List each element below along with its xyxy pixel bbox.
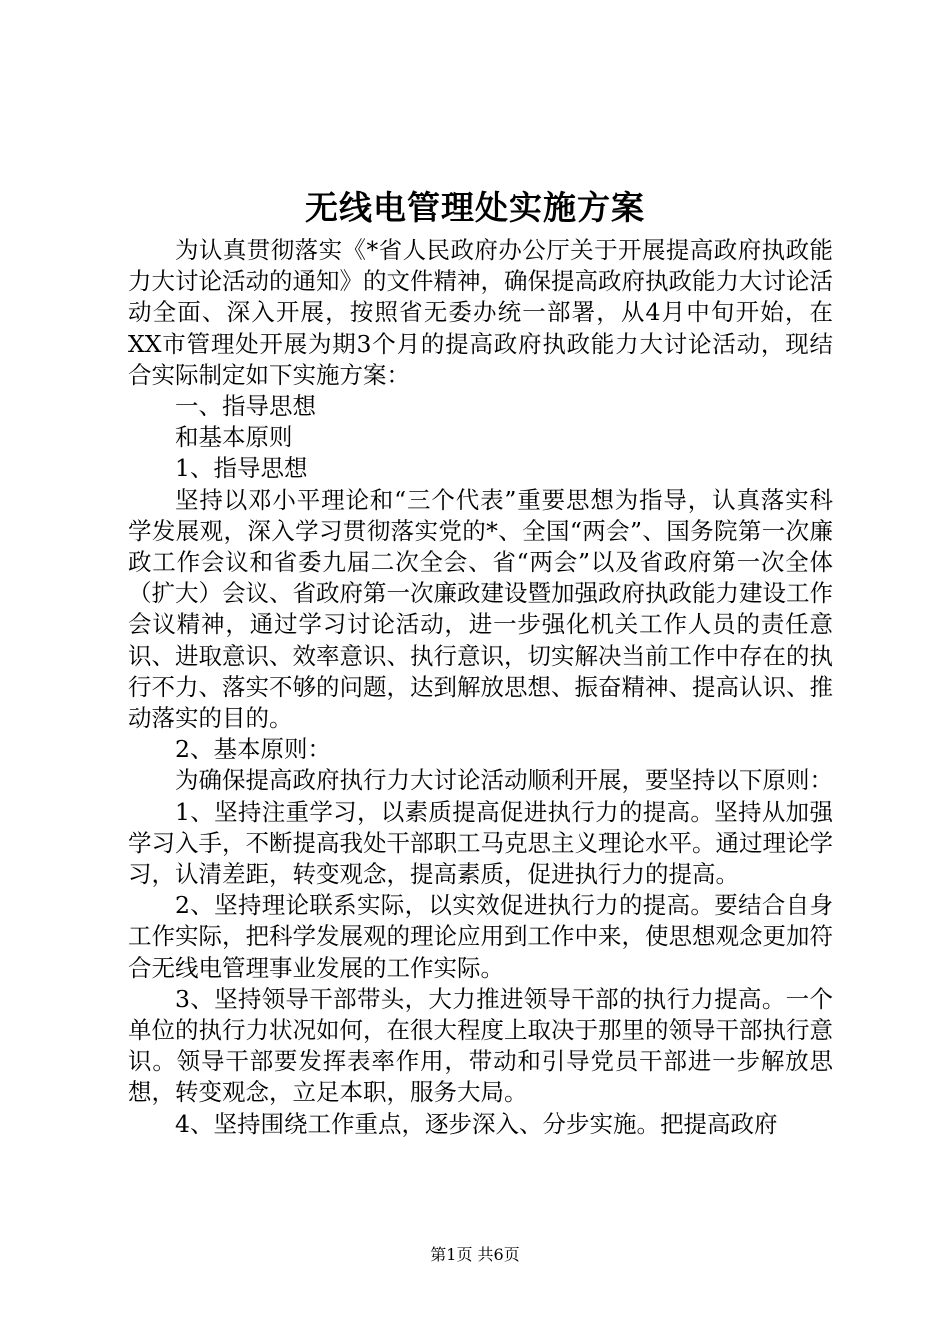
subheading-basic-principles: 2、基本原则： xyxy=(175,735,331,764)
paragraph-principle-3: 3、坚持领导干部带头，大力推进领导干部的执行力提高。一个单位的执行力状况如何，在很大程度上取决于那里的领导干部执行意识。领导干部要发挥表率作用，带动和引导党员干部进一步解放思想，转变观念，立足本职，服务大局。 xyxy=(128,984,833,1107)
page-number-footer: 第1页 共6页 xyxy=(430,1245,520,1264)
paragraph-principle-4: 4、坚持围绕工作重点，逐步深入、分步实施。把提高政府 xyxy=(175,1109,778,1138)
paragraph-intro: 为认真贯彻落实《*省人民政府办公厅关于开展提高政府执政能力大讨论活动的通知》的文件精神，确保提高政府执政能力大讨论活动全面、深入开展，按照省无委办统一部署，从4月中旬开始，在XX市管理处开展为期3个月的提高政府执政能力大讨论活动，现结合实际制定如下实施方案： xyxy=(128,236,833,389)
heading-basic-principles: 和基本原则 xyxy=(175,423,293,452)
heading-guiding-thought: 一、指导思想 xyxy=(175,392,316,421)
document-title: 无线电管理处实施方案 xyxy=(305,188,645,227)
paragraph-principles-intro: 为确保提高政府执行力大讨论活动顺利开展，要坚持以下原则： xyxy=(175,766,833,795)
paragraph-guiding-thought: 坚持以邓小平理论和“三个代表”重要思想为指导，认真落实科学发展观，深入学习贯彻落实党的*、全国“两会”、国务院第一次廉政工作会议和省委九届二次全会、省“两会”以及省政府第一次全体（扩大）会议、省政府第一次廉政建设暨加强政府执政能力建设工作会议精神，通过学习讨论活动，进一步强化机关工作人员的责任意识、进取意识、效率意识、执行意识，切实解决当前工作中存在的执行不力、落实不够的问题，达到解放思想、振奋精神、提高认识、推动落实的目的。 xyxy=(128,485,833,733)
subheading-guiding-thought: 1、指导思想 xyxy=(175,454,308,483)
paragraph-principle-1: 1、坚持注重学习，以素质提高促进执行力的提高。坚持从加强学习入手，不断提高我处干部职工马克思主义理论水平。通过理论学习，认清差距，转变观念，提高素质，促进执行力的提高。 xyxy=(128,797,833,889)
paragraph-principle-2: 2、坚持理论联系实际，以实效促进执行力的提高。要结合自身工作实际，把科学发展观的理论应用到工作中来，使思想观念更加符合无线电管理事业发展的工作实际。 xyxy=(128,891,833,982)
document-body xyxy=(128,235,833,1140)
